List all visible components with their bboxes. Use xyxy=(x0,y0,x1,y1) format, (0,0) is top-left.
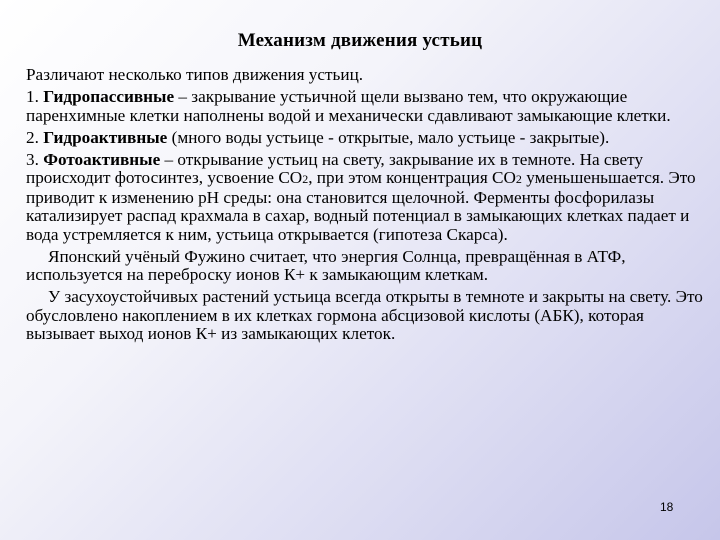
item-photoactive xyxy=(26,151,706,245)
drought-paragraph: У засухоустойчивых растений устьица всегда открыты в темноте и закрыты на свету. Это обусловлено накоплением в их клетках гормона абсцизовой кислоты (АБК), которая вызывает выход ионов К+ из замыкающих клеток. xyxy=(26,287,703,343)
item-number: 1. xyxy=(26,87,44,106)
item-text: (много воды устьице - открытые, мало устьице - закрытые). xyxy=(167,127,610,147)
subscript-two: 2 xyxy=(302,172,309,186)
item-number: 3. xyxy=(26,149,44,169)
term-hydroactive: Гидроактивные xyxy=(43,127,168,147)
term-hydropassive: Гидропассивные xyxy=(43,87,175,106)
intro-paragraph: Различают несколько типов движения устьиц. xyxy=(26,65,364,84)
slide-title: Механизм движения устьиц xyxy=(237,30,483,51)
subscript-two: 2 xyxy=(515,172,522,186)
item-text-c: уменьшеньшается. Это приводит к изменению рН среды: она становится щелочной. Ферменты фосфорилазы катализирует распад крахмала в сахар, водный потенциал в замыкающих клетках падает и вода устремляется к ним, устьица открывается (гипотеза Скарса). xyxy=(26,168,696,244)
item-hydropassive xyxy=(26,88,706,125)
slide-body xyxy=(26,66,706,347)
japanese-paragraph: Японский учёный Фужино считает, что энергия Солнца, превращённая в АТФ, используется на переброску ионов К+ к замыкающим клеткам. xyxy=(26,246,626,284)
term-photoactive: Фотоактивные xyxy=(43,149,161,169)
item-number: 2. xyxy=(26,127,44,147)
item-text-b: , при этом концентрация СО xyxy=(308,168,516,187)
item-hydroactive xyxy=(26,129,706,148)
item-text: – закрывание устьичной щели вызвано тем, что окружающие паренхимные клетки наполнены водой и механически сдавливают замыкающие клетки. xyxy=(26,87,671,125)
page-number: 18 xyxy=(660,500,674,514)
item-text-a: – открывание устьиц на свету, закрывание их в темноте. На свету происходит фотосинтез, усвоение СО xyxy=(26,149,644,187)
